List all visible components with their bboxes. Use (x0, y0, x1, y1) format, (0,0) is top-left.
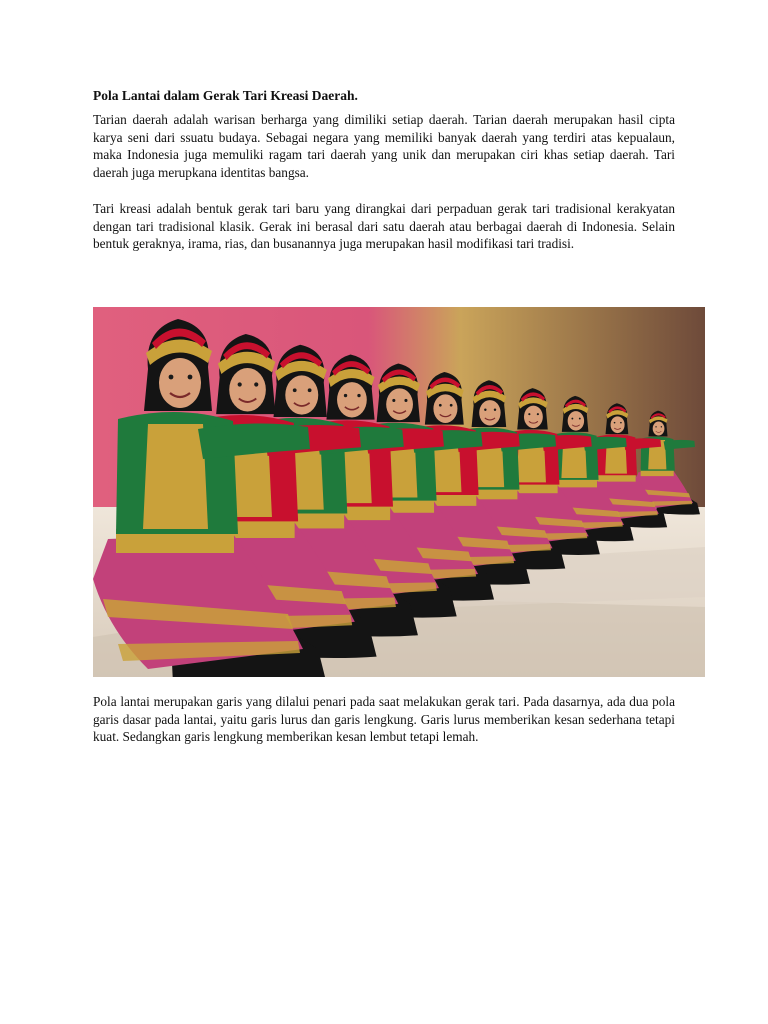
paragraph-tari-kreasi: Tari kreasi adalah bentuk gerak tari baru yang dirangkai dari perpaduan gerak tari tradisional kerakyatan dengan tari tradisional klasik. Gerak ini berasal dari satu daerah atau berbagai daerah di Indonesia. Selain bentuk geraknya, irama, rias, dan busanannya juga merupakan hasil modifikasi tari tradisi. (93, 201, 675, 252)
dancers-photo (93, 307, 705, 677)
paragraph-pola-lantai: Pola lantai merupakan garis yang dilalui penari pada saat melakukan gerak tari. Pada dasarnya, ada dua pola garis dasar pada lantai, yaitu garis lurus dan garis lengkung. Garis lurus memberikan kesan sederhana tetapi kuat. Sedangkan garis lengkung memberikan kesan lembut tetapi lemah. (93, 694, 675, 745)
document-title: Pola Lantai dalam Gerak Tari Kreasi Daerah. (93, 88, 358, 103)
paragraph-tarian-daerah: Tarian daerah adalah warisan berharga yang dimiliki setiap daerah. Tarian daerah merupakan hasil cipta karya seni dari ssuatu budaya. Sebagai negara yang memiliki banyak daerah yang terdiri atas kepualaun, maka Indonesia juga memuliki ragam tari daerah yang unik dan merupakan ciri khas setiap daerah. Tari daerah juga merupkana identitas bangsa. (93, 112, 675, 180)
dancers-photo-illustration (93, 307, 705, 677)
